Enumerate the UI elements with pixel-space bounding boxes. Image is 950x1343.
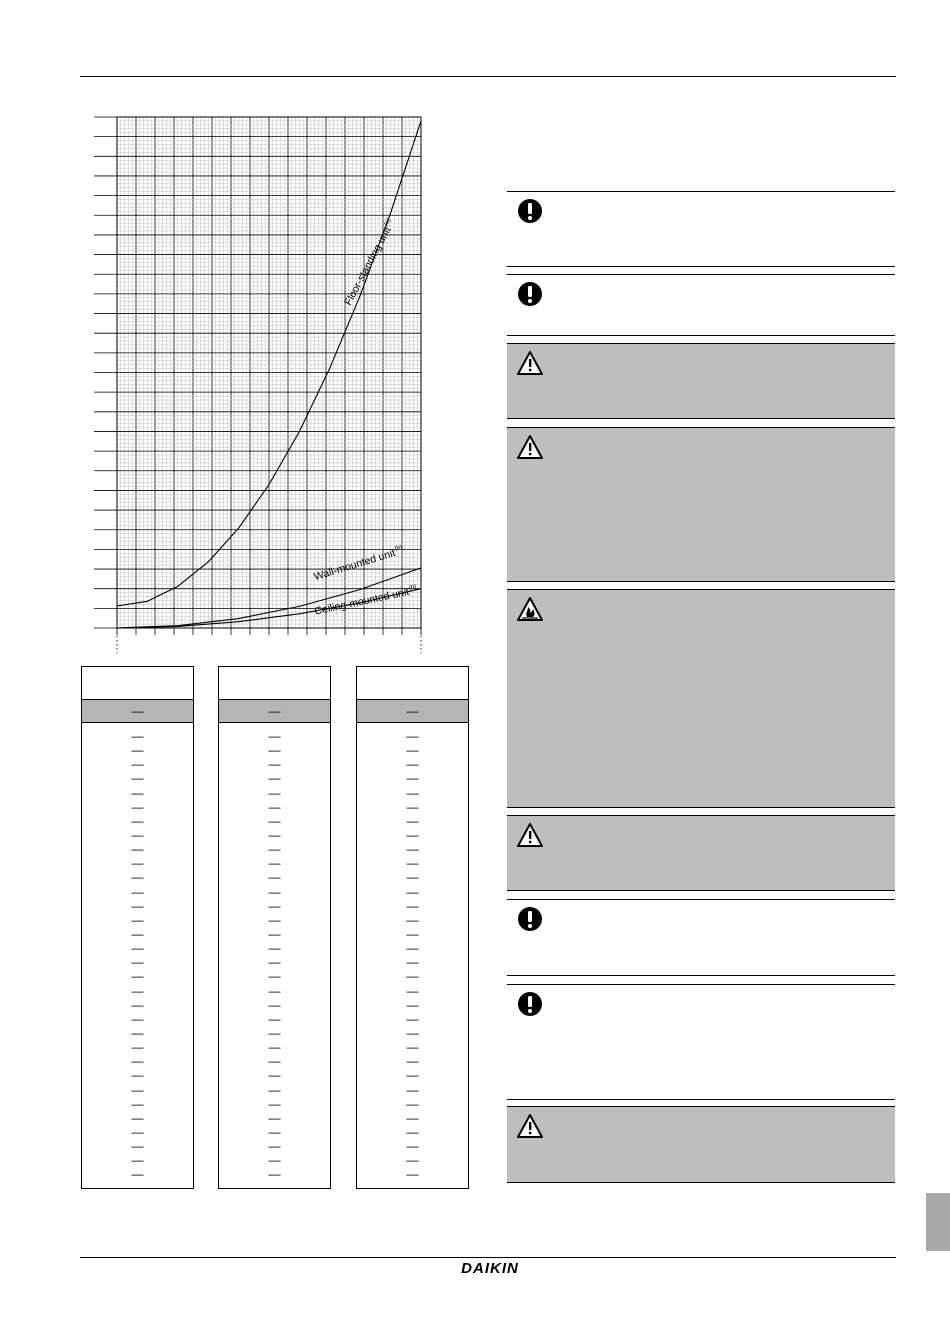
notice-box-3 <box>507 899 895 976</box>
table-cell: — <box>406 983 419 998</box>
table-cell: — <box>131 799 144 814</box>
table-cell: — <box>406 828 419 843</box>
table-cell: — <box>406 1026 419 1041</box>
table-cell: — <box>406 898 419 913</box>
table-cell: — <box>268 828 281 843</box>
table-cell: — <box>406 729 419 744</box>
table-cell: — <box>406 1068 419 1083</box>
table-2 <box>218 666 331 1189</box>
series-label-marker: (b) <box>394 544 403 553</box>
chart-labels <box>313 218 419 618</box>
series-label-marker: (b) <box>408 584 418 592</box>
table-3 <box>356 666 469 1189</box>
table-cell: — <box>406 870 419 885</box>
table-cell: — <box>131 884 144 899</box>
table-cell: — <box>268 743 281 758</box>
warning-triangle-icon <box>516 1113 544 1139</box>
table-cell: — <box>268 1167 281 1182</box>
table-subheader: — <box>357 700 468 723</box>
table-cell: — <box>406 884 419 899</box>
notice-box-1 <box>507 191 895 267</box>
table-rows <box>82 723 193 1182</box>
table-cell: — <box>268 969 281 984</box>
table-cell: — <box>406 941 419 956</box>
table-cell: — <box>131 1125 144 1139</box>
table-cell: — <box>131 941 144 956</box>
series-label: Ceiling-mounted unit$^{(b)}$ <box>313 584 418 618</box>
chart-grid <box>117 117 421 628</box>
table-cell: — <box>268 912 281 927</box>
flammable-warning-icon <box>516 596 544 622</box>
table-cell: — <box>406 1040 419 1055</box>
table-cell: — <box>131 870 144 885</box>
table-cell: — <box>131 969 144 984</box>
table-cell: — <box>268 771 281 786</box>
table-cell: — <box>268 898 281 913</box>
table-cell: — <box>131 1054 144 1069</box>
table-cell: — <box>268 729 281 744</box>
table-cell: — <box>268 997 281 1012</box>
table-header <box>357 667 468 700</box>
notice-box-2 <box>507 274 895 336</box>
table-cell: — <box>406 1011 419 1026</box>
table-cell: — <box>131 1068 144 1083</box>
table-cell: — <box>131 983 144 998</box>
table-cell: — <box>406 743 419 758</box>
table-cell: — <box>406 842 419 857</box>
warning-box-3 <box>507 815 895 891</box>
table-cell: — <box>268 955 281 970</box>
table-cell: — <box>131 743 144 758</box>
exclamation-icon <box>516 991 544 1017</box>
warning-box-flammable <box>507 589 895 808</box>
table-cell: — <box>131 1026 144 1041</box>
warning-box-2 <box>507 427 895 582</box>
table-cell: — <box>268 856 281 871</box>
exclamation-icon <box>516 281 544 307</box>
footer-rule <box>80 1257 896 1258</box>
table-cell: — <box>131 927 144 942</box>
table-1 <box>81 666 194 1189</box>
warning-triangle-icon <box>516 822 544 848</box>
section-side-tab <box>926 1193 950 1251</box>
table-cell: — <box>268 813 281 828</box>
table-cell: — <box>268 842 281 857</box>
table-cell: — <box>268 1153 281 1168</box>
table-cell: — <box>406 1167 419 1182</box>
header-rule <box>80 76 896 77</box>
warning-triangle-icon <box>516 350 544 376</box>
series-label: Wall-mounted unit$^{(b)}$ <box>312 544 403 584</box>
table-cell: — <box>268 1082 281 1097</box>
table-header <box>219 667 330 700</box>
table-cell: — <box>268 1096 281 1111</box>
table-cell: — <box>406 1110 419 1125</box>
warning-triangle-icon <box>516 434 544 460</box>
table-cell: — <box>406 771 419 786</box>
table-cell: — <box>406 1139 419 1154</box>
table-cell: — <box>131 1040 144 1055</box>
table-cell: — <box>268 927 281 942</box>
table-cell: — <box>406 799 419 814</box>
table-cell: — <box>406 856 419 871</box>
exclamation-icon <box>516 198 544 224</box>
table-cell: — <box>131 1167 144 1182</box>
table-cell: — <box>131 1011 144 1026</box>
table-cell: — <box>131 729 144 744</box>
series-label: Floor-standing unit$^{(a)}$ <box>342 217 394 308</box>
exclamation-icon <box>516 906 544 932</box>
table-cell: — <box>406 1096 419 1111</box>
table-cell: — <box>406 1125 419 1139</box>
table-cell: — <box>131 1110 144 1125</box>
table-cell: — <box>268 785 281 800</box>
notice-box-4 <box>507 984 895 1100</box>
table-cell: — <box>131 785 144 800</box>
warning-box-4 <box>507 1106 895 1183</box>
table-cell: — <box>268 1040 281 1055</box>
table-header <box>82 667 193 700</box>
table-cell: — <box>131 997 144 1012</box>
table-cell: — <box>131 856 144 871</box>
table-cell: — <box>406 1082 419 1097</box>
table-cell: — <box>406 969 419 984</box>
table-cell: — <box>406 1153 419 1168</box>
table-cell: — <box>406 997 419 1012</box>
daikin-logo: DAIKIN <box>461 1260 519 1277</box>
table-subheader: — <box>82 700 193 723</box>
table-cell: — <box>268 1110 281 1125</box>
table-cell: — <box>131 757 144 772</box>
table-cell: — <box>406 757 419 772</box>
table-cell: — <box>268 941 281 956</box>
table-cell: — <box>406 927 419 942</box>
table-cell: — <box>131 842 144 857</box>
table-cell: — <box>406 785 419 800</box>
table-cell: — <box>268 884 281 899</box>
table-cell: — <box>268 1054 281 1069</box>
warning-box-1 <box>507 343 895 419</box>
table-cell: — <box>131 1139 144 1154</box>
table-cell: — <box>268 983 281 998</box>
table-cell: — <box>406 813 419 828</box>
table-cell: — <box>268 870 281 885</box>
table-cell: — <box>131 1082 144 1097</box>
table-cell: — <box>268 757 281 772</box>
series-label-marker: (a) <box>383 217 393 227</box>
table-rows <box>219 723 330 1182</box>
table-cell: — <box>131 828 144 843</box>
table-cell: — <box>406 1054 419 1069</box>
table-cell: — <box>268 1026 281 1041</box>
table-cell: — <box>131 898 144 913</box>
table-cell: — <box>131 955 144 970</box>
table-cell: — <box>268 1139 281 1154</box>
table-subheader: — <box>219 700 330 723</box>
table-cell: — <box>131 1096 144 1111</box>
table-cell: — <box>268 799 281 814</box>
table-cell: — <box>406 955 419 970</box>
table-cell: — <box>406 912 419 927</box>
charge-limit-chart <box>80 105 432 657</box>
table-cell: — <box>268 1011 281 1026</box>
table-cell: — <box>268 1068 281 1083</box>
table-rows <box>357 723 468 1182</box>
table-cell: — <box>268 1125 281 1139</box>
table-cell: — <box>131 1153 144 1168</box>
table-cell: — <box>131 771 144 786</box>
table-cell: — <box>131 912 144 927</box>
table-cell: — <box>131 813 144 828</box>
